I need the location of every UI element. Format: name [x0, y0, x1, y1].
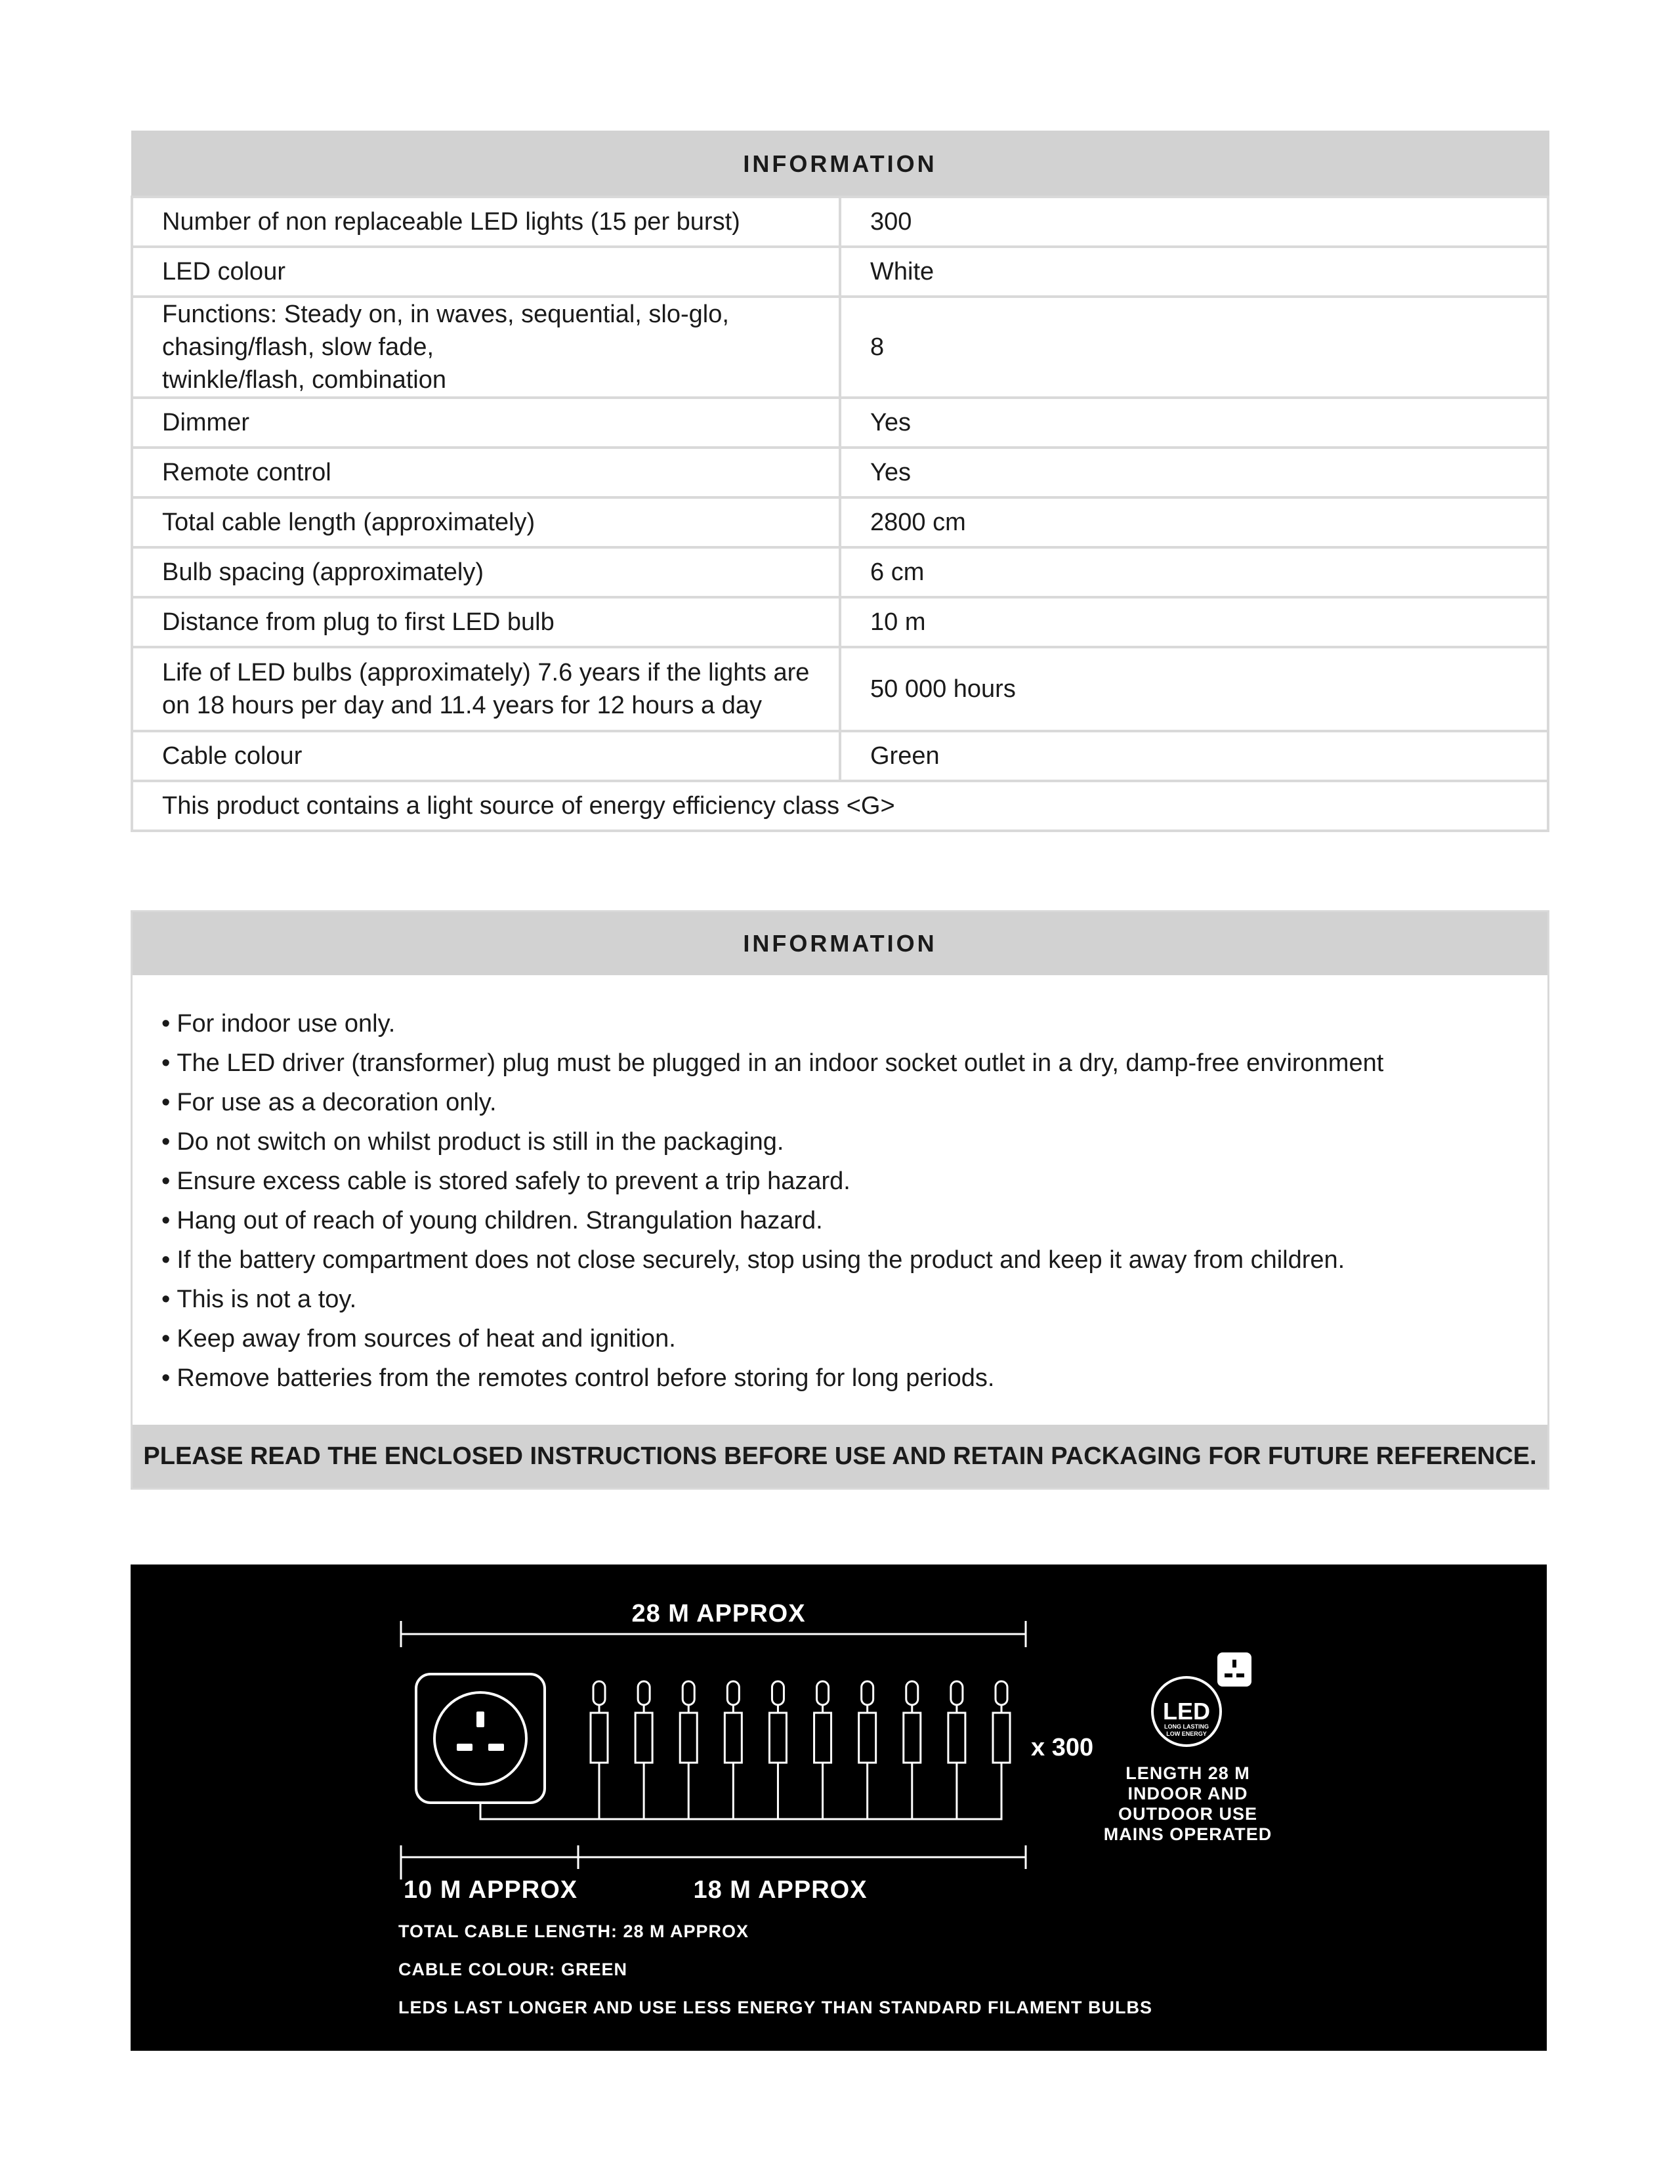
- table-row: [132, 197, 1548, 247]
- feature-line: INDOOR AND: [1127, 1784, 1248, 1803]
- row-value: 300: [840, 197, 1548, 247]
- row-value: Yes: [840, 398, 1548, 448]
- row-label-line-2: on 18 hours per day and 11.4 years for 12 hours a day: [162, 692, 763, 719]
- row-label: Total cable length (approximately): [132, 497, 840, 547]
- row-value: Green: [840, 731, 1548, 781]
- list-item: • This is not a toy.: [161, 1280, 1547, 1319]
- feature-line: MAINS OPERATED: [1103, 1824, 1272, 1844]
- row-label: [132, 297, 840, 398]
- row-label: Number of non replaceable LED lights (15 per burst): [132, 197, 840, 247]
- spec-table-header-row: [132, 132, 1548, 198]
- row-label: Distance from plug to first LED bulb: [132, 597, 840, 647]
- spec-table-title: INFORMATION: [132, 132, 1548, 198]
- list-item: • Ensure excess cable is stored safely to prevent a trip hazard.: [161, 1162, 1547, 1201]
- feature-line: OUTDOOR USE: [1118, 1804, 1258, 1824]
- safety-list: [133, 975, 1547, 1398]
- product-diagram: [131, 1564, 1547, 2051]
- list-item: • For use as a decoration only.: [161, 1083, 1547, 1122]
- table-row: [132, 297, 1548, 398]
- table-row: [132, 398, 1548, 448]
- row-label: [132, 647, 840, 731]
- list-item: • For indoor use only.: [161, 1004, 1547, 1043]
- safety-info-box: [131, 910, 1549, 1490]
- product-diagram-svg: [131, 1564, 1547, 2051]
- row-value: White: [840, 247, 1548, 297]
- note-line: LEDS LAST LONGER AND USE LESS ENERGY THAN STANDARD FILAMENT BULBS: [398, 1998, 1153, 2017]
- row-value: 6 cm: [840, 547, 1548, 597]
- row-label-line-1: Functions: Steady on, in waves, sequential, slo-glo, chasing/flash, slow fade,: [162, 301, 729, 361]
- table-row: [132, 247, 1548, 297]
- table-row: [132, 448, 1548, 497]
- table-footer-row: [132, 781, 1548, 831]
- row-label-line-2: twinkle/flash, combination: [162, 366, 446, 394]
- led-badge-small-2: LOW ENERGY: [1166, 1731, 1207, 1737]
- bulb-multiplier: x 300: [1031, 1734, 1094, 1761]
- safety-info-title: INFORMATION: [133, 912, 1547, 975]
- table-row: [132, 647, 1548, 731]
- table-row: [132, 547, 1548, 597]
- row-label: Cable colour: [132, 731, 840, 781]
- row-label: LED colour: [132, 247, 840, 297]
- note-line: TOTAL CABLE LENGTH: 28 M APPROX: [398, 1922, 749, 1941]
- feature-line: LENGTH 28 M: [1125, 1763, 1250, 1783]
- feature-list: [1104, 1763, 1272, 1844]
- list-item: • If the battery compartment does not close securely, stop using the product and keep it away from children.: [161, 1240, 1547, 1280]
- list-item: • Do not switch on whilst product is still in the packaging.: [161, 1122, 1547, 1162]
- spec-table: [131, 131, 1549, 832]
- row-label: Dimmer: [132, 398, 840, 448]
- list-item: • Hang out of reach of young children. Strangulation hazard.: [161, 1201, 1547, 1240]
- row-label-line-1: Life of LED bulbs (approximately) 7.6 years if the lights are: [162, 659, 810, 686]
- lit-length-label: 18 M APPROX: [693, 1876, 868, 1904]
- row-value: 8: [840, 297, 1548, 398]
- list-item: • Remove batteries from the remotes control before storing for long periods.: [161, 1358, 1547, 1398]
- list-item: • Keep away from sources of heat and ignition.: [161, 1319, 1547, 1358]
- lead-length-label: 10 M APPROX: [404, 1876, 578, 1904]
- led-badge-small-1: LONG LASTING: [1164, 1723, 1209, 1730]
- row-label: Bulb spacing (approximately): [132, 547, 840, 597]
- note-line: CABLE COLOUR: GREEN: [398, 1960, 627, 1979]
- table-row: [132, 731, 1548, 781]
- read-instructions-banner: PLEASE READ THE ENCLOSED INSTRUCTIONS BEFORE USE AND RETAIN PACKAGING FOR FUTURE REFERENCE.: [133, 1425, 1547, 1488]
- table-row: [132, 597, 1548, 647]
- list-item: • The LED driver (transformer) plug must be plugged in an indoor socket outlet in a dry, damp-free environment: [161, 1043, 1547, 1083]
- row-value: 2800 cm: [840, 497, 1548, 547]
- row-value: 50 000 hours: [840, 647, 1548, 731]
- diagram-background: [131, 1564, 1547, 2051]
- row-label: Remote control: [132, 448, 840, 497]
- table-row: [132, 497, 1548, 547]
- led-badge-text: LED: [1163, 1698, 1210, 1725]
- row-value: Yes: [840, 448, 1548, 497]
- row-value: 10 m: [840, 597, 1548, 647]
- total-length-label: 28 M APPROX: [631, 1600, 806, 1628]
- energy-class-note: This product contains a light source of energy efficiency class <G>: [132, 781, 1548, 831]
